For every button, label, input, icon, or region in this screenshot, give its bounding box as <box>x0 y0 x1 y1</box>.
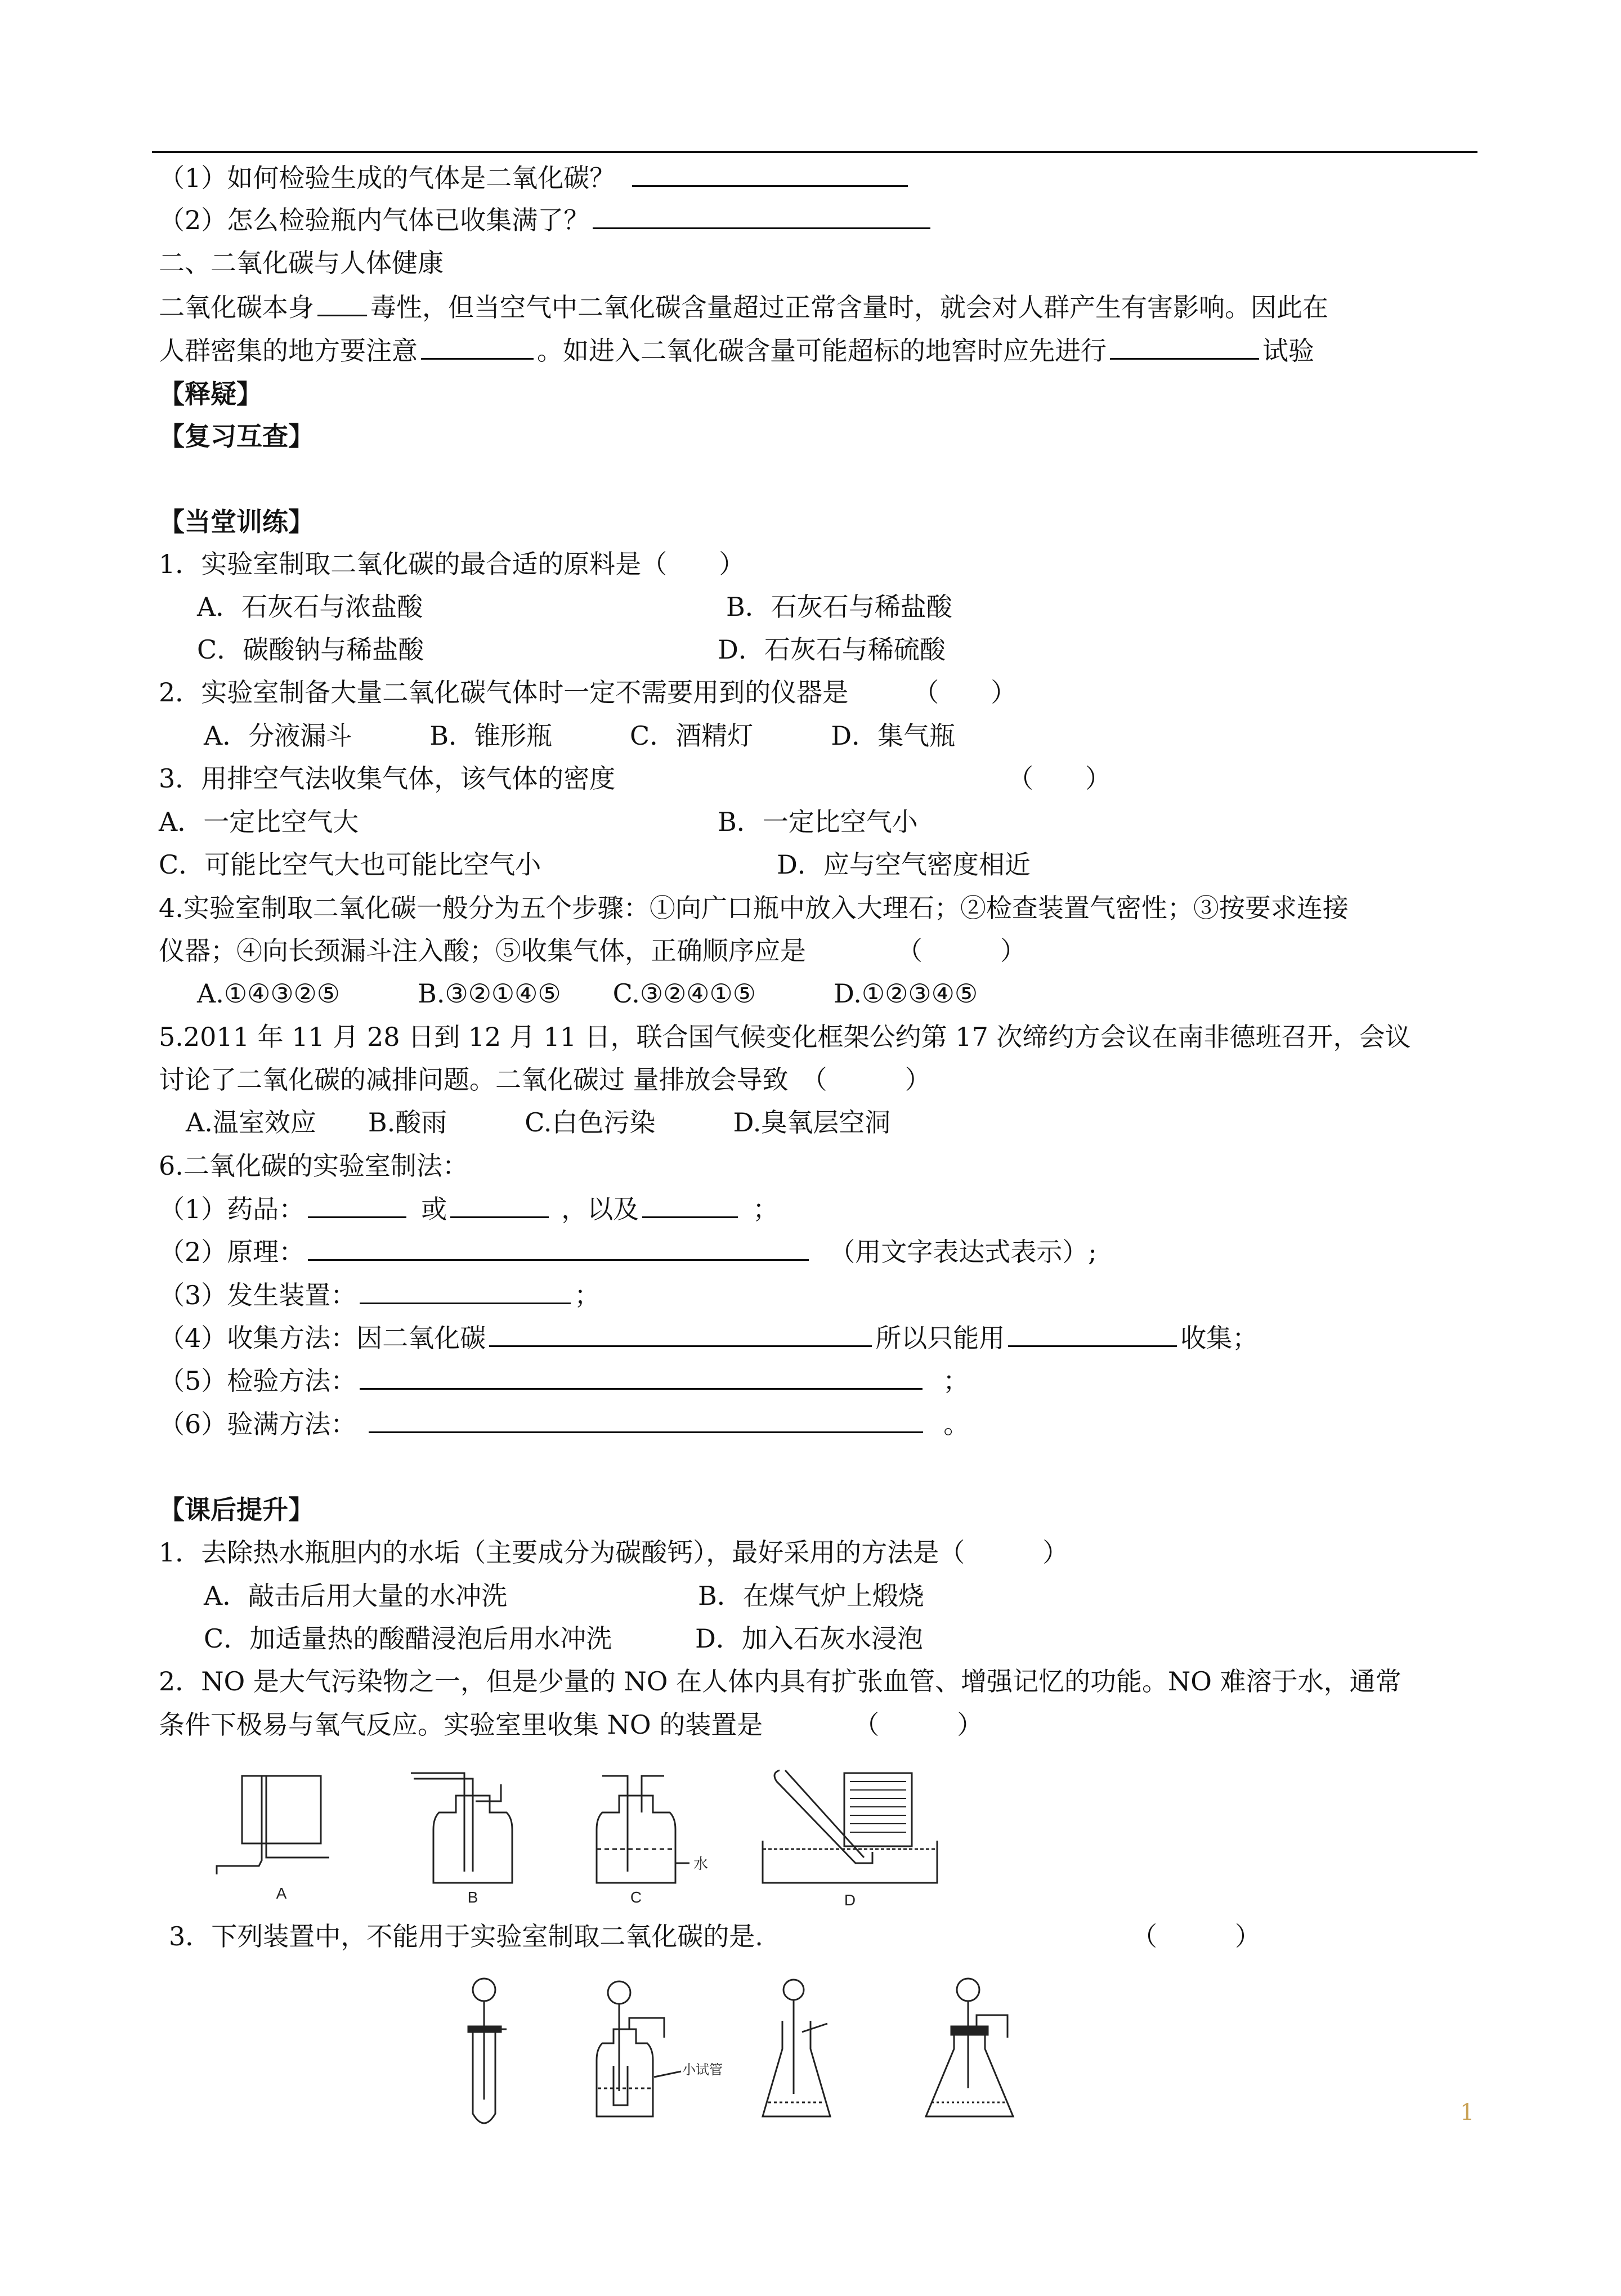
apparatus-c <box>597 1776 708 1906</box>
answer-blank[interactable] <box>1008 1321 1177 1347</box>
answer-blank[interactable] <box>1110 333 1259 360</box>
apparatus-a <box>217 1776 329 1902</box>
fill-line: （2）原理： （用文字表达式表示）; <box>159 1234 1097 1269</box>
option[interactable]: A．敲击后用大量的水冲洗 <box>204 1581 508 1611</box>
section-heading: 二、二氧化碳与人体健康 <box>159 248 444 278</box>
option[interactable]: C．加适量热的酸醋浸泡后用水冲洗 <box>204 1623 612 1654</box>
paragraph-line: 二氧化碳本身 毒性，但当空气中二氧化碳含量超过正常含量时，就会对人群产生有害影响。因此在 <box>159 290 1328 324</box>
label-a: A <box>276 1885 287 1902</box>
answer-blank[interactable] <box>632 160 908 187</box>
apparatus-d <box>763 1770 937 1908</box>
section-heading: 【复习互查】 <box>159 421 314 451</box>
fill-line: （4）收集方法：因二氧化碳 所以只能用 收集； <box>159 1321 1258 1355</box>
question-line: 1．实验室制取二氧化碳的最合适的原料是（ ） <box>159 549 745 579</box>
label-d: D <box>844 1891 856 1908</box>
apparatus-test-tube <box>468 1979 507 2123</box>
answer-blank[interactable] <box>421 333 534 360</box>
option[interactable]: C．碳酸钠与稀盐酸 <box>197 634 424 665</box>
option-row: A.温室效应 B.酸雨 C.白色污染 D.臭氧层空洞 <box>186 1107 891 1138</box>
label-c: C <box>630 1888 642 1906</box>
apparatus-bottle-small-tube <box>597 1981 723 2116</box>
option[interactable]: A．一定比空气大 <box>159 807 359 837</box>
option-row: A．分液漏斗 B．锥形瓶 C．酒精灯 D．集气瓶 <box>204 720 956 751</box>
question-line: 2．NO 是大气污染物之一，但是少量的 NO 在人体内具有扩张血管、增强记忆的功能。NO 难溶于水，通常 <box>159 1666 1401 1697</box>
section-heading: 【当堂训练】 <box>159 507 314 537</box>
option[interactable]: D．石灰石与稀硫酸 <box>718 634 946 665</box>
water-label: 水 <box>693 1856 709 1873</box>
question-line: 3．用排空气法收集气体，该气体的密度 <box>159 763 616 794</box>
section-heading: 【课后提升】 <box>159 1494 314 1525</box>
question-line: 4.实验室制取二氧化碳一般分为五个步骤：①向广口瓶中放入大理石；②检查装置气密性；③按要求连接 <box>159 893 1349 923</box>
fill-line: （1）药品： 或 ，以及 ； <box>159 1192 778 1226</box>
question-line: 讨论了二氧化碳的减排问题。二氧化碳过 量排放会导致 （ ） <box>159 1064 931 1095</box>
paragraph-line: 人群密集的地方要注意 。如进入二氧化碳含量可能超标的地窖时应先进行 试验 <box>159 333 1314 368</box>
question-line: 1．去除热水瓶胆内的水垢（主要成分为碳酸钙），最好采用的方法是（ ） <box>159 1537 1069 1568</box>
label-b: B <box>467 1888 478 1906</box>
option[interactable]: C．可能比空气大也可能比空气小 <box>159 849 541 880</box>
option-row: A.①④③②⑤ B.③②①④⑤ C.③②④①⑤ D.①②③④⑤ <box>197 978 978 1009</box>
answer-blank[interactable] <box>450 1192 549 1218</box>
apparatus-flask-stopper <box>926 1979 1013 2116</box>
question-line: 仪器；④向长颈漏斗注入酸；⑤收集气体，正确顺序应是 （ ） <box>159 936 1026 966</box>
answer-blank[interactable] <box>369 1407 923 1433</box>
apparatus-conical-flask <box>763 1980 830 2116</box>
fill-line: （6）验满方法： 。 <box>159 1407 969 1441</box>
question-line: （2）怎么检验瓶内气体已收集满了？ <box>159 203 934 237</box>
option[interactable]: A．石灰石与浓盐酸 <box>197 592 423 622</box>
option[interactable]: B．石灰石与稀盐酸 <box>726 592 952 622</box>
answer-paren[interactable]: （ ） <box>1007 763 1111 794</box>
option[interactable]: D．加入石灰水浸泡 <box>695 1623 923 1654</box>
answer-blank[interactable] <box>308 1192 406 1218</box>
question-line: 条件下极易与氧气反应。实验室里收集 NO 的装置是 （ ） <box>159 1709 983 1740</box>
apparatus-b <box>411 1773 512 1906</box>
question-line: （1）如何检验生成的气体是二氧化碳？ <box>159 160 911 195</box>
answer-blank[interactable] <box>593 203 930 229</box>
page-number: 1 <box>1460 2100 1475 2125</box>
answer-paren[interactable]: （ ） <box>1131 1921 1261 1952</box>
fill-line: （3）发生装置： ； <box>159 1278 600 1312</box>
answer-blank[interactable] <box>489 1321 872 1347</box>
header-rule <box>152 151 1477 153</box>
small-tube-label: 小试管 <box>682 2062 723 2078</box>
question-line: 6.二氧化碳的实验室制法： <box>159 1151 468 1181</box>
option[interactable]: D．应与空气密度相近 <box>777 849 1031 880</box>
question-line: 2．实验室制备大量二氧化碳气体时一定不需要用到的仪器是 （ ） <box>159 677 1017 708</box>
answer-blank[interactable] <box>642 1192 738 1218</box>
answer-blank[interactable] <box>308 1234 809 1261</box>
answer-blank[interactable] <box>360 1363 923 1390</box>
co2-apparatus-figure <box>450 1976 1069 2128</box>
option[interactable]: B．一定比空气小 <box>718 807 918 837</box>
question-line: 5.2011 年 11 月 28 日到 12 月 11 日，联合国气候变化框架公约第 17 次缔约方会议在南非德班召开，会议 <box>159 1022 1411 1052</box>
option[interactable]: B．在煤气炉上煅烧 <box>698 1581 924 1611</box>
section-heading: 【释疑】 <box>159 379 262 409</box>
gas-collection-figure <box>208 1762 940 1908</box>
fill-line: （5）检验方法： ； <box>159 1363 969 1398</box>
answer-blank[interactable] <box>360 1278 571 1304</box>
answer-blank[interactable] <box>317 290 367 316</box>
question-line: 3．下列装置中，不能用于实验室制取二氧化碳的是. <box>169 1921 763 1952</box>
